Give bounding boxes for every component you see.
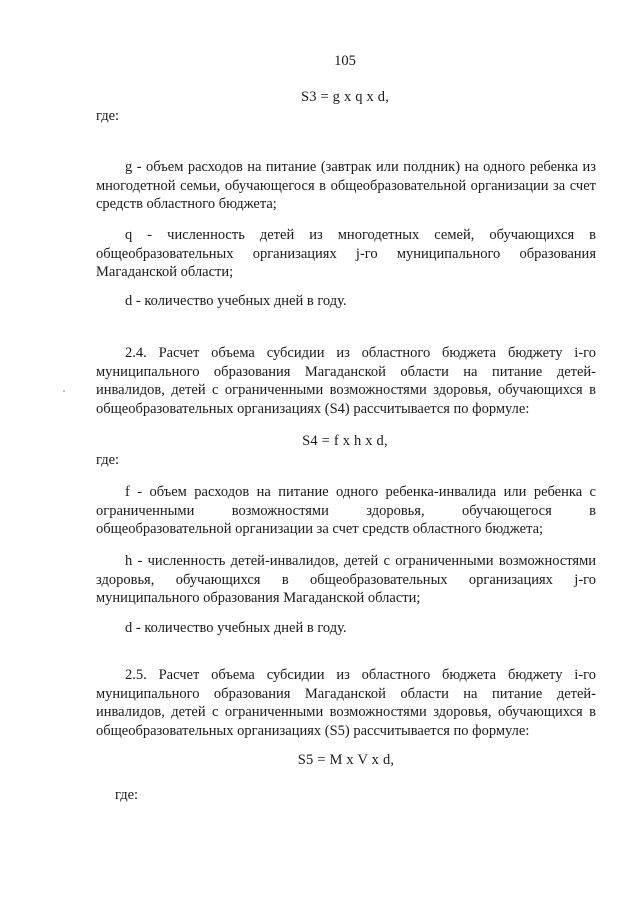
formula-s3: S3 = g x q x d, — [300, 89, 390, 105]
definition-h: h - численность детей-инвалидов, детей с ограниченными возможностями здоровья, обучающихся в общеобразовательных организациях j-го муниципального образования Магаданской области; — [96, 553, 596, 606]
scan-dot — [63, 390, 65, 392]
formula-s4: S4 = f x h x d, — [302, 433, 388, 449]
page-number: 105 — [334, 53, 356, 69]
paragraph-2-4: 2.4. Расчет объема субсидии из областного бюджета бюджету i-го муниципального образования Магаданской области на питание детей-инвалидов, детей с ограниченными возможностями здоровья, обучающихся в общеобразовательных организациях (S4) рассчитывается по формуле: — [96, 345, 596, 417]
definition-g: g - объем расходов на питание (завтрак или полдник) на одного ребенка из многодетной семьи, обучающегося в общеобразовательной организации за счет средств областного бюджета; — [96, 159, 596, 212]
formula-s5: S5 = M x V x d, — [297, 752, 395, 768]
definition-f: f - объем расходов на питание одного ребенка-инвалида или ребенка с ограниченными возможностями здоровья, обучающегося в общеобразовательной организации за счет средств областного бюджета; — [96, 484, 596, 537]
where-label-3: где: — [115, 787, 139, 803]
definition-d-1: d - количество учебных дней в году. — [125, 293, 347, 309]
definition-q: q - численность детей из многодетных семей, обучающихся в общеобразовательных организациях j-го муниципального образования Магаданской области; — [96, 227, 596, 280]
paragraph-2-5: 2.5. Расчет объема субсидии из областного бюджета бюджету i-го муниципального образования Магаданской области на питание детей-инвалидов, детей с ограниченными возможностями здоровья, обучающихся в общеобразовательных организациях (S5) рассчитывается по формуле: — [96, 667, 596, 739]
definition-d-2: d - количество учебных дней в году. — [125, 620, 347, 636]
where-label-1: где: — [96, 108, 120, 124]
where-label-2: где: — [96, 452, 120, 468]
